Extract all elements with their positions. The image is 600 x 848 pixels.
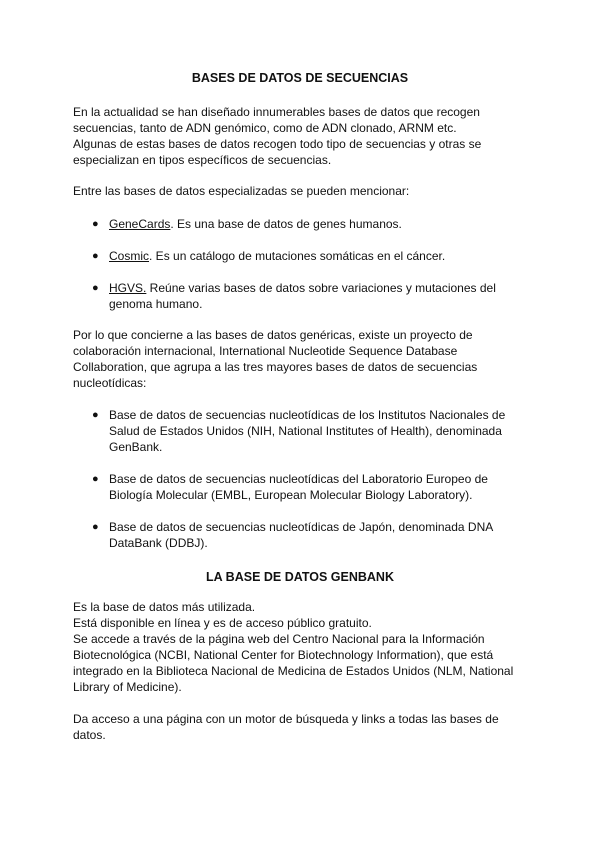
text-line: [109, 216, 529, 232]
text-line: Base de datos de secuencias nucleotídicas de Japón, denominada DNA: [109, 520, 494, 534]
specialized-intro: [73, 183, 523, 199]
list-item-ddbj: [109, 519, 529, 551]
bullet-icon: ●: [92, 218, 99, 230]
section-title-secuencias: BASES DE DATOS DE SECUENCIAS: [191, 71, 409, 85]
intro-paragraph: [73, 104, 523, 168]
text-line: Por lo que concierne a las bases de datos genéricas, existe un proyecto de: [73, 328, 473, 342]
hgvs-link[interactable]: HGVS.: [109, 281, 147, 295]
text-line: Entre las bases de datos especializadas se pueden mencionar:: [73, 184, 410, 198]
text-line: DataBank (DDBJ).: [109, 536, 208, 550]
text-line: nucleotídicas:: [73, 376, 147, 390]
text-line: Se accede a través de la página web del Centro Nacional para la Información: [73, 632, 485, 646]
list-item-genbank: [109, 407, 529, 455]
text-line: [109, 280, 529, 296]
text-line: Da acceso a una página con un motor de búsqueda y links a todas las bases de: [73, 712, 499, 726]
text-line: Base de datos de secuencias nucleotídicas del Laboratorio Europeo de: [109, 472, 488, 486]
list-item-genecards: [109, 216, 529, 232]
bullet-icon: ●: [92, 521, 99, 533]
section-title-genbank: LA BASE DE DATOS GENBANK: [206, 570, 394, 584]
bullet-icon: ●: [92, 250, 99, 262]
text-line: Algunas de estas bases de datos recogen todo tipo de secuencias y otras se: [73, 137, 482, 151]
text-line: secuencias, tanto de ADN genómico, como de ADN clonado, ARNM etc.: [73, 121, 457, 135]
item-text: Reúne varias bases de datos sobre variaciones y mutaciones del: [146, 281, 496, 295]
text-line: Es la base de datos más utilizada.: [73, 600, 256, 614]
cosmic-link[interactable]: Cosmic: [109, 249, 150, 263]
text-line: Está disponible en línea y es de acceso público gratuito.: [73, 616, 372, 630]
bullet-icon: ●: [92, 282, 99, 294]
text-line: Salud de Estados Unidos (NIH, National Institutes of Health), denominada: [109, 424, 502, 438]
text-line: Library of Medicine).: [73, 680, 182, 694]
text-line: integrado en la Biblioteca Nacional de Medicina de Estados Unidos (NLM, National: [73, 664, 514, 678]
item-text: . Es una base de datos de genes humanos.: [170, 217, 402, 231]
text-line: Biología Molecular (EMBL, European Molecular Biology Laboratory).: [109, 488, 473, 502]
bullet-icon: ●: [92, 409, 99, 421]
list-item-cosmic: [109, 248, 529, 264]
text-line: Base de datos de secuencias nucleotídicas de los Institutos Nacionales de: [109, 408, 506, 422]
list-item-embl: [109, 471, 529, 503]
text-line: especializan en tipos específicos de secuencias.: [73, 153, 332, 167]
genecards-link[interactable]: GeneCards: [109, 217, 171, 231]
text-line: colaboración internacional, International Nucleotide Sequence Database: [73, 344, 458, 358]
closing-paragraph: [73, 711, 523, 743]
text-line: genoma humano.: [109, 297, 203, 311]
text-line: datos.: [73, 728, 106, 742]
bullet-icon: ●: [92, 473, 99, 485]
text-line: En la actualidad se han diseñado innumerables bases de datos que recogen: [73, 105, 480, 119]
generic-intro-paragraph: [73, 327, 523, 391]
text-line: GenBank.: [109, 440, 163, 454]
genbank-paragraph: [73, 599, 523, 695]
item-text: . Es un catálogo de mutaciones somáticas en el cáncer.: [149, 249, 446, 263]
list-item-hgvs: [109, 280, 529, 312]
text-line: [109, 248, 529, 264]
text-line: Collaboration, que agrupa a las tres mayores bases de datos de secuencias: [73, 360, 478, 374]
text-line: Biotecnológica (NCBI, National Center for Biotechnology Information), que está: [73, 648, 494, 662]
